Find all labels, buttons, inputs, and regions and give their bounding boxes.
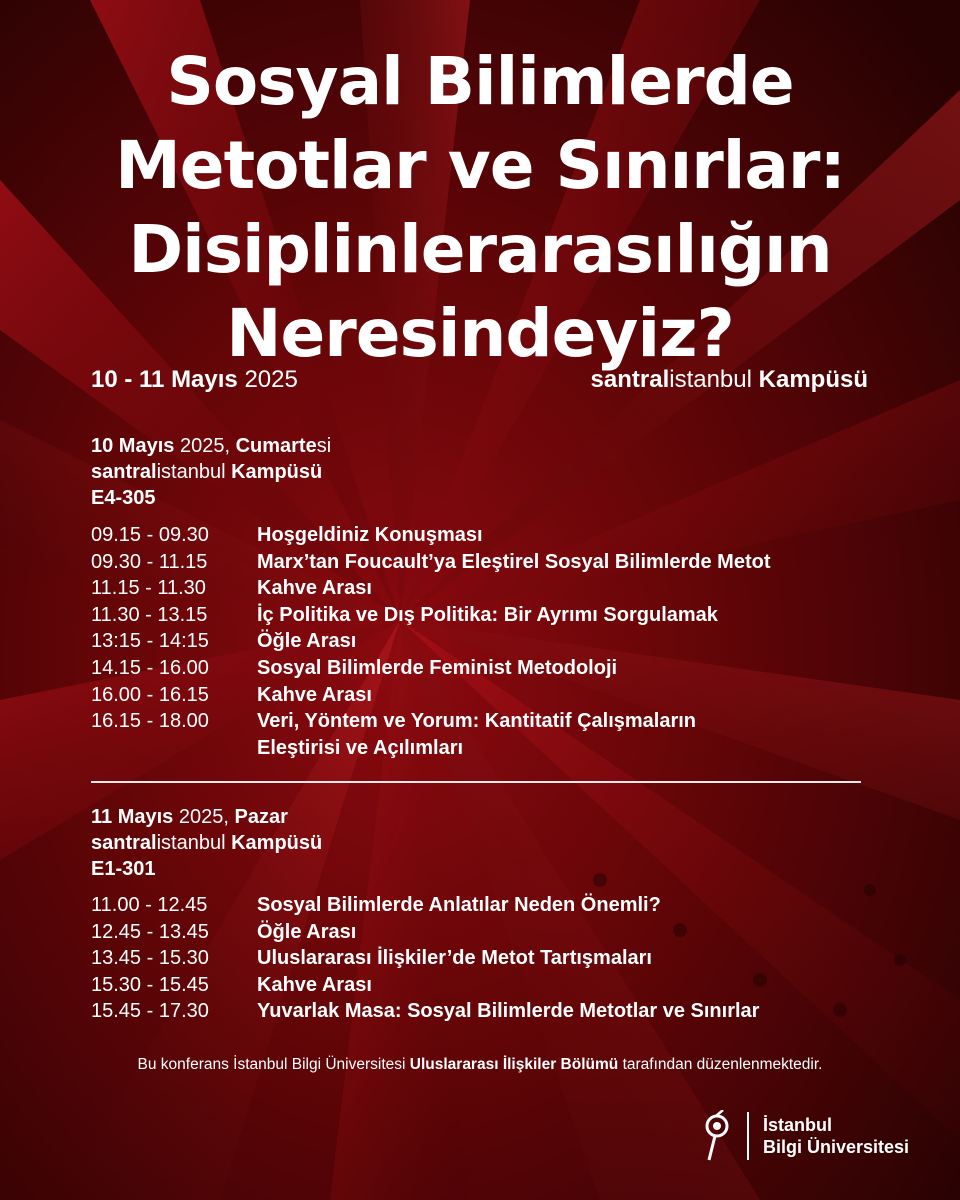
day1-date-bold: 10 Mayıs [91, 435, 175, 457]
session-title: Marx’tan Foucault’ya Eleştirel Sosyal Bilimlerde Metot [257, 550, 771, 573]
session-time: 11.15 - 11.30 [91, 577, 206, 600]
session-title: Uluslararası İlişkiler’de Metot Tartışmaları [257, 947, 652, 970]
session-title: Sosyal Bilimlerde Feminist Metodoloji [257, 656, 618, 679]
session-title: Öğle Arası [257, 920, 357, 943]
campus-santral: santral [590, 366, 670, 393]
day2-schedule [91, 892, 877, 1025]
day1-day-name: Cumarte [235, 435, 317, 457]
campus-santral: santral [91, 461, 157, 483]
day1-day-name-tail: si [316, 435, 332, 457]
event-campus [591, 366, 868, 394]
session-time: 16.15 - 18.00 [91, 710, 209, 733]
campus-istanbul: istanbul [669, 366, 752, 393]
schedule-row [91, 522, 877, 549]
session-time: 11.30 - 13.15 [91, 603, 208, 626]
schedule-row [91, 919, 877, 946]
day2-date [91, 804, 322, 830]
bilgi-logo-icon [703, 1110, 731, 1162]
session-time: 15.30 - 15.45 [91, 973, 209, 996]
campus-kampusu: Kampüsü [231, 832, 323, 854]
university-logo [703, 1110, 909, 1162]
day1-header [91, 433, 331, 511]
schedule-row [91, 972, 877, 999]
logo-line: Bilgi Üniversitesi [763, 1137, 910, 1157]
organizer-note-pre: Bu konferans İstanbul Bilgi Üniversitesi [137, 1056, 406, 1073]
schedule-row [91, 682, 877, 709]
session-time: 12.45 - 13.45 [91, 920, 209, 943]
session-time: 09.15 - 09.30 [91, 524, 209, 546]
schedule-row [91, 575, 877, 602]
schedule-row [91, 655, 877, 682]
session-title: Veri, Yöntem ve Yorum: Kantitatif Çalışmaların [257, 710, 697, 733]
session-title: Kahve Arası [257, 973, 372, 996]
schedule-row [91, 735, 877, 762]
session-title: Kahve Arası [257, 683, 372, 706]
day1-room: E4-305 [91, 487, 156, 509]
day1-date [91, 433, 331, 459]
session-time: 13.45 - 15.30 [91, 947, 209, 970]
title-line: Metotlar ve Sınırlar: [115, 127, 845, 204]
schedule-row [91, 602, 877, 629]
title-line: Sosyal Bilimlerde [166, 43, 794, 120]
section-divider [91, 781, 861, 783]
session-title: Hoşgeldiniz Konuşması [257, 524, 483, 546]
session-title: Sosyal Bilimlerde Anlatılar Neden Önemli? [257, 894, 661, 916]
session-time: 16.00 - 16.15 [91, 683, 209, 706]
session-time: 14.15 - 16.00 [91, 656, 209, 679]
event-date-days: 10 - 11 Mayıs [91, 366, 238, 393]
logo-wordmark [763, 1114, 909, 1158]
session-title: Öğle Arası [257, 630, 357, 653]
organizer-department: Uluslararası İlişkiler Bölümü [409, 1056, 619, 1073]
event-date-year: 2025 [244, 366, 298, 393]
schedule-row [91, 945, 877, 972]
organizer-note [0, 1056, 960, 1074]
session-title: Kahve Arası [257, 577, 372, 600]
campus-santral: santral [91, 832, 157, 854]
schedule-row [91, 892, 877, 919]
day2-header [91, 804, 322, 882]
day1-campus [91, 459, 331, 485]
logo-line: İstanbul [763, 1115, 833, 1135]
day1-date-year: 2025, [179, 435, 231, 457]
logo-separator [747, 1112, 749, 1160]
campus-kampusu: Kampüsü [758, 366, 868, 393]
event-date [91, 366, 298, 394]
campus-istanbul: istanbul [156, 832, 226, 854]
organizer-note-post: tarafından düzenlenmektedir. [622, 1056, 823, 1073]
day2-room: E1-301 [91, 858, 156, 880]
day2-date-bold: 11 Mayıs [91, 806, 174, 828]
poster-title [0, 40, 960, 376]
session-time: 15.45 - 17.30 [91, 1000, 209, 1023]
campus-kampusu: Kampüsü [231, 461, 323, 483]
day2-day-name: Pazar [234, 806, 288, 828]
session-time: 11.00 - 12.45 [91, 894, 208, 916]
session-title: Eleştirisi ve Açılımları [257, 736, 464, 759]
day2-date-year: 2025, [178, 806, 229, 828]
day1-schedule [91, 522, 877, 761]
session-time [91, 735, 257, 762]
session-title: İç Politika ve Dış Politika: Bir Ayrımı Sorgulamak [257, 603, 718, 626]
schedule-row [91, 708, 877, 735]
campus-istanbul: istanbul [156, 461, 226, 483]
session-title: Yuvarlak Masa: Sosyal Bilimlerde Metotlar ve Sınırlar [257, 1000, 760, 1023]
title-line: Neresindeyiz? [226, 295, 734, 372]
session-time: 13:15 - 14:15 [91, 630, 209, 653]
session-time: 09.30 - 11.15 [91, 550, 208, 573]
day2-campus [91, 830, 322, 856]
schedule-row [91, 549, 877, 576]
schedule-row [91, 998, 877, 1025]
schedule-row [91, 628, 877, 655]
title-line: Disiplinlerarasılığın [128, 211, 832, 288]
